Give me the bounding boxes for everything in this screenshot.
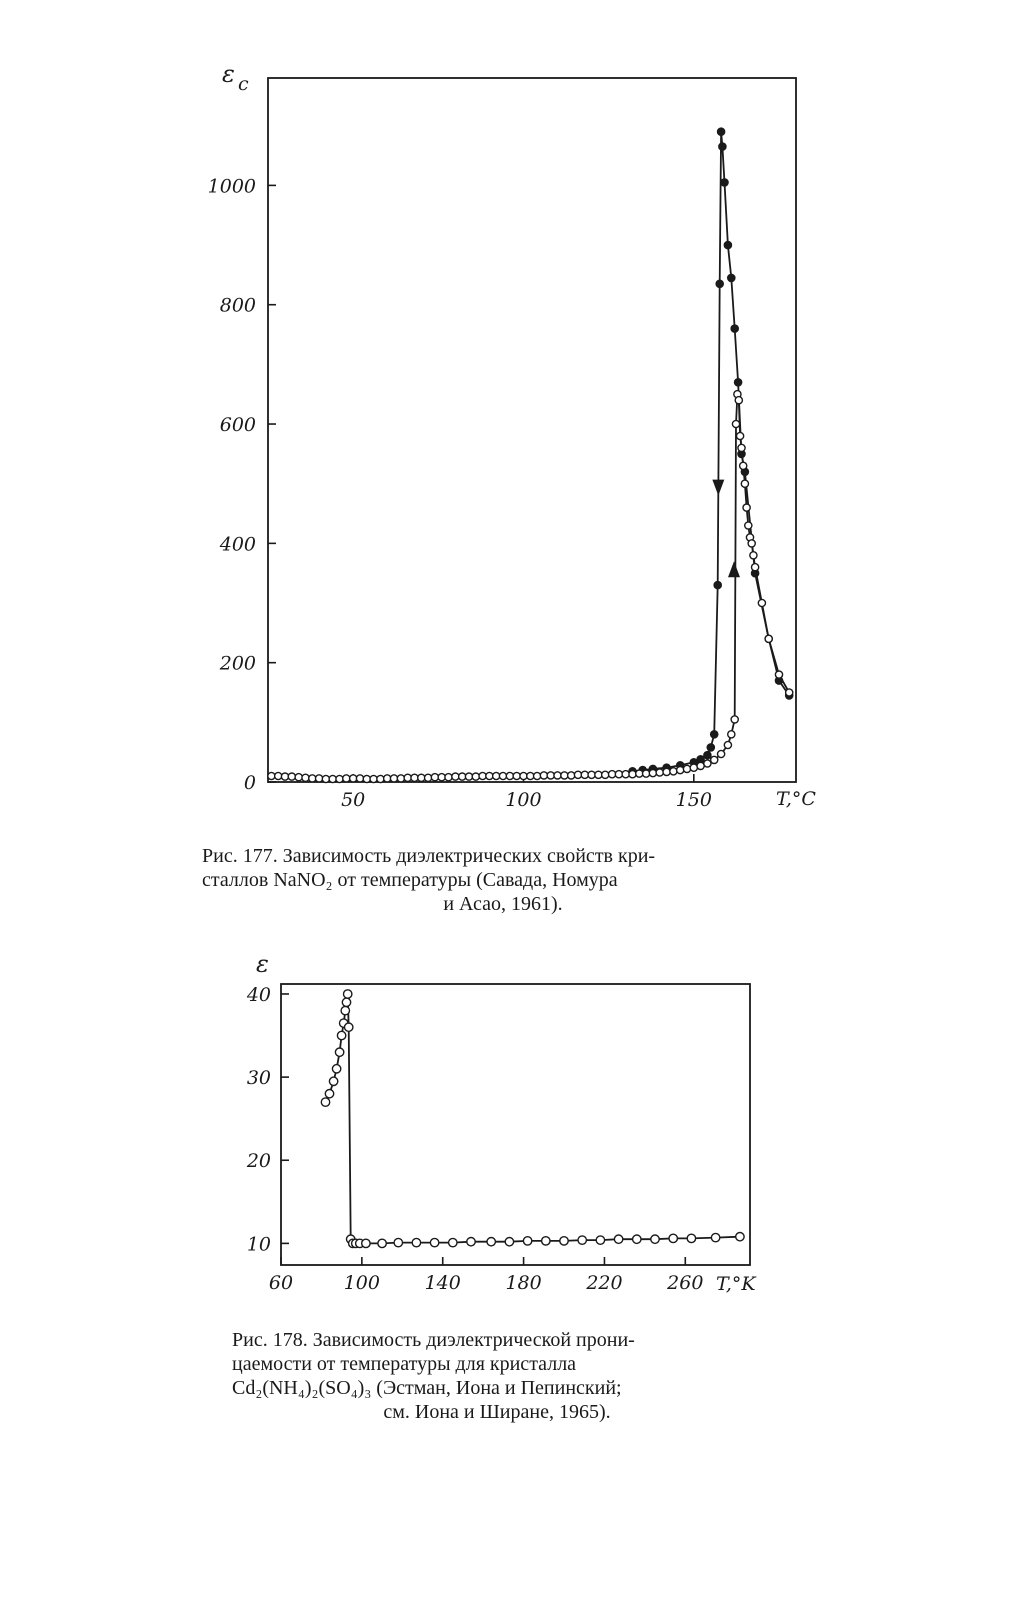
data-point-open [499, 772, 506, 779]
data-point-open [467, 1238, 475, 1246]
data-point-open [335, 1048, 343, 1056]
data-point-open [735, 397, 742, 404]
data-point-open [472, 773, 479, 780]
data-point-open [643, 770, 650, 777]
data-point-open [445, 774, 452, 781]
data-point-open [741, 480, 748, 487]
data-point-open [745, 522, 752, 529]
arrow-up-icon [728, 561, 740, 577]
data-point-open [724, 741, 731, 748]
caption-line: цаемости от температуры для кристалла [232, 1353, 577, 1375]
x-tick-label: 220 [586, 1272, 623, 1294]
chart-fig178 [246, 950, 758, 1295]
y-tick-label: 0 [243, 772, 256, 794]
data-point-filled [707, 744, 714, 751]
caption-line: и Асао, 1961). [443, 893, 563, 915]
data-point-open [425, 774, 432, 781]
y-tick-label: 600 [219, 414, 256, 437]
x-tick-label: 50 [341, 789, 366, 811]
y-tick-label: 200 [219, 652, 256, 675]
y-tick-label: 1000 [207, 175, 256, 198]
data-point-filled [704, 752, 711, 759]
data-point-open [728, 731, 735, 738]
data-point-open [752, 564, 759, 571]
data-point-open [633, 1235, 641, 1243]
data-point-filled [719, 143, 726, 150]
data-point-open [554, 772, 561, 779]
plot-frame [268, 78, 796, 782]
data-point-filled [711, 731, 718, 738]
caption-line: сталлов NaNO₂ от температуры (Савада, Номура [202, 869, 618, 891]
data-point-open [332, 1065, 340, 1073]
data-point-open [740, 462, 747, 469]
y-axis-symbol: ε [222, 60, 235, 88]
axis-ticks [208, 175, 712, 811]
data-point-filled [716, 280, 723, 287]
data-point-open [677, 767, 684, 774]
data-point-open [560, 1237, 568, 1245]
data-point-filled [718, 128, 725, 135]
data-point-open [786, 689, 793, 696]
x-axis-label: T,°C [776, 788, 816, 810]
series-markers [268, 128, 793, 783]
data-point-open [342, 998, 350, 1006]
data-point-open [378, 1239, 386, 1247]
data-point-open [683, 765, 690, 772]
series-line-filled [633, 132, 790, 772]
data-point-open [397, 775, 404, 782]
caption-line: Рис. 178. Зависимость диэлектрической прони- [232, 1329, 635, 1351]
arrow-down-icon [712, 480, 724, 496]
x-tick-label: 140 [424, 1272, 461, 1294]
series-line-open [326, 994, 740, 1243]
data-point-open [343, 775, 350, 782]
data-point-open [523, 1237, 531, 1245]
data-point-open [329, 1077, 337, 1085]
y-tick-label: 30 [246, 1067, 271, 1090]
data-point-filled [714, 582, 721, 589]
y-tick-label: 20 [246, 1150, 271, 1173]
data-point-open [629, 771, 636, 778]
y-tick-label: 10 [246, 1233, 271, 1256]
data-point-filled [731, 325, 738, 332]
data-point-filled [728, 274, 735, 281]
data-point-open [337, 1031, 345, 1039]
data-point-open [718, 750, 725, 757]
y-tick-label: 800 [219, 294, 256, 317]
caption-fig177 [202, 844, 804, 916]
x-tick-label: 100 [505, 789, 542, 811]
data-point-open [505, 1238, 513, 1246]
series-markers [321, 990, 744, 1248]
chart-fig177 [208, 60, 817, 811]
data-point-open [687, 1234, 695, 1242]
caption-line: Cd₂(NH₄)₂(SO₄)₃ (Эстман, Иона и Пепинский; [232, 1377, 622, 1399]
data-point-open [288, 773, 295, 780]
data-point-open [711, 756, 718, 763]
data-point-open [765, 635, 772, 642]
data-point-open [321, 1098, 329, 1106]
data-point-open [275, 772, 282, 779]
data-point-open [738, 444, 745, 451]
caption-line: Рис. 177. Зависимость диэлектрических свойств кри- [202, 845, 656, 867]
data-point-open [316, 775, 323, 782]
data-point-open [690, 764, 697, 771]
y-tick-label: 40 [246, 983, 271, 1006]
axis-ticks [246, 984, 704, 1294]
plot-border [268, 78, 796, 782]
data-point-open [656, 769, 663, 776]
data-point-open [356, 775, 363, 782]
x-tick-label: 100 [343, 1272, 380, 1294]
x-tick-label: 150 [675, 789, 712, 811]
data-point-open [737, 432, 744, 439]
data-point-open [736, 1233, 744, 1241]
data-point-open [651, 1235, 659, 1243]
data-point-open [302, 774, 309, 781]
series-lines [271, 132, 789, 779]
data-point-filled [724, 242, 731, 249]
data-point-open [345, 1023, 353, 1031]
x-tick-label: 180 [505, 1272, 542, 1294]
y-axis-symbol: ε [256, 950, 269, 978]
data-point-open [390, 775, 397, 782]
data-point-open [731, 716, 738, 723]
data-point-open [602, 771, 609, 778]
data-point-open [341, 1006, 349, 1014]
data-point-open [614, 1235, 622, 1243]
x-tick-label: 260 [667, 1272, 704, 1294]
caption-line: см. Иона и Ширане, 1965). [383, 1401, 611, 1423]
x-axis-label: T,°K [716, 1273, 756, 1295]
data-point-open [449, 1238, 457, 1246]
data-point-open [748, 540, 755, 547]
y-axis-subscript: c [238, 73, 249, 95]
data-point-open [487, 1238, 495, 1246]
data-point-open [775, 671, 782, 678]
data-point-open [669, 1234, 677, 1242]
data-point-open [578, 1236, 586, 1244]
data-point-open [743, 504, 750, 511]
data-point-open [663, 768, 670, 775]
data-point-open [711, 1233, 719, 1241]
x-tick-label: 60 [268, 1272, 294, 1294]
data-point-filled [735, 379, 742, 386]
data-point-open [670, 768, 677, 775]
data-point-open [596, 1236, 604, 1244]
data-point-open [344, 990, 352, 998]
data-point-open [295, 774, 302, 781]
data-point-open [649, 770, 656, 777]
data-point-open [542, 1237, 550, 1245]
data-point-open [325, 1090, 333, 1098]
data-point-open [377, 775, 384, 782]
y-tick-label: 400 [219, 533, 256, 556]
data-point-open [362, 1239, 370, 1247]
series-line-open [271, 394, 789, 779]
data-point-open [534, 772, 541, 779]
series-lines [326, 994, 740, 1243]
data-point-open [704, 760, 711, 767]
data-point-open [758, 599, 765, 606]
data-point-open [412, 1238, 420, 1246]
data-point-open [430, 1238, 438, 1246]
data-point-open [394, 1238, 402, 1246]
data-point-open [568, 772, 575, 779]
data-point-open [336, 775, 343, 782]
data-point-open [750, 552, 757, 559]
caption-fig178 [232, 1328, 762, 1424]
data-point-filled [721, 179, 728, 186]
data-point-open [732, 420, 739, 427]
